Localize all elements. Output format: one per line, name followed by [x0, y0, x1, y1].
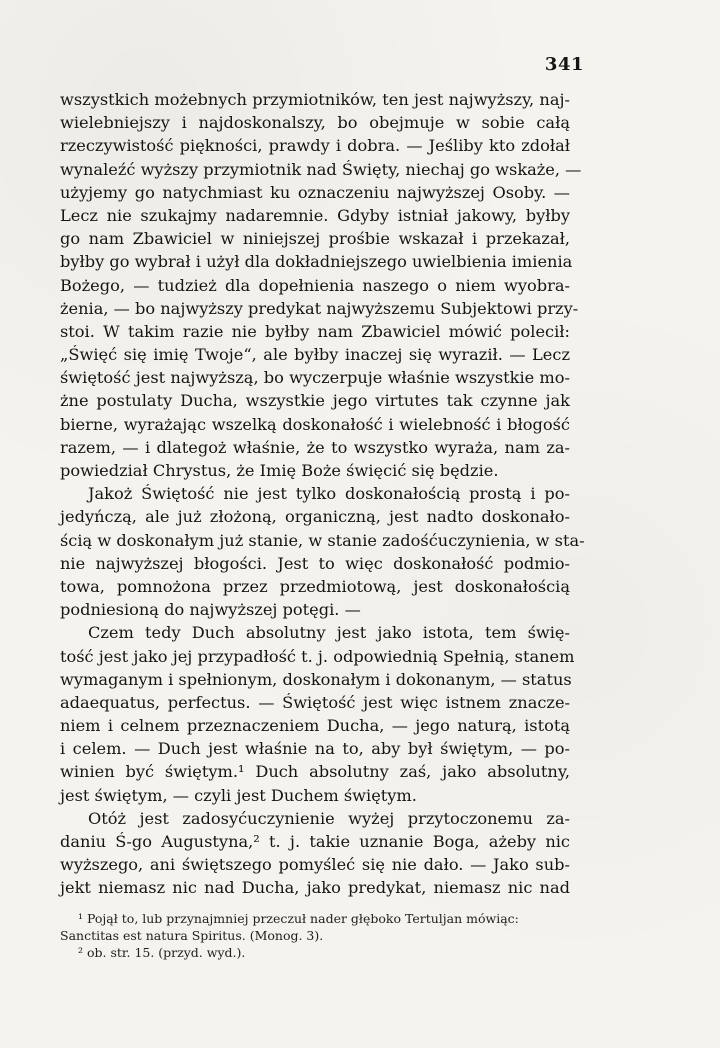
text-line: go nam Zbawiciel w niniejszej prośbie wskazał i przekazał,: [60, 229, 570, 249]
text-line: powiedział Chrystus, że Imię Boże święcić się będzie.: [60, 461, 499, 480]
text-line: wynaleźć wyższy przymiotnik nad Święty, niechaj go wskaże, —: [60, 159, 582, 179]
text-line: niem i celnem przeznaczeniem Ducha, — jego naturą, istotą: [60, 716, 570, 736]
text-line: Czem tedy Duch absolutny jest jako istota, tem świę-: [88, 623, 570, 643]
text-line: Jakoż Świętość nie jest tylko doskonałością prostą i po-: [88, 484, 570, 504]
text-line: tość jest jako jej przypadłość t. j. odpowiednią Spełnią, stanem: [60, 646, 575, 666]
text-line: byłby go wybrał i użył dla dokładniejszego uwielbienia imienia: [60, 252, 573, 272]
text-line: użyjemy go natychmiast ku oznaczeniu najwyższej Osoby. —: [60, 182, 570, 202]
footnote-line: ² ob. str. 15. (przyd. wyd.).: [78, 945, 246, 960]
text-line: winien być świętym.¹ Duch absolutny zaś, jako absolutny,: [60, 762, 570, 782]
text-line: „Święć się imię Twoje“, ale byłby inaczej się wyraził. — Lecz: [60, 345, 570, 365]
text-line: rzeczywistość piękności, prawdy i dobra. — Jeśliby kto zdołał: [60, 136, 570, 156]
text-line: bierne, wyrażając wszelką doskonałość i wielebność i błogość: [60, 414, 570, 434]
text-line: towa, pomnożona przez przedmiotową, jest doskonałością: [60, 576, 570, 596]
text-line: podniesioną do najwyższej potęgi. —: [60, 600, 361, 620]
text-line: świętość jest najwyższą, bo wyczerpuje właśnie wszystkie mo-: [60, 368, 570, 388]
text-line: wyższego, ani świętszego pomyśleć się nie dało. — Jako sub-: [60, 855, 570, 875]
text-line: jekt niemasz nic nad Ducha, jako predykat, niemasz nic nad: [60, 878, 570, 898]
text-line: razem, — i dlategoż właśnie, że to wszystko wyraża, nam za-: [60, 437, 570, 457]
text-line: stoi. W takim razie nie byłby nam Zbawiciel mówić polecił:: [60, 321, 570, 341]
text-line: Otóż jest zadosyćuczynienie wyżej przytoczonemu za-: [88, 808, 570, 828]
text-line: jedyńczą, ale już złożoną, organiczną, jest nadto doskonało-: [60, 507, 570, 527]
text-line: adaequatus, perfectus. — Świętość jest więc istnem znacze-: [60, 692, 570, 712]
text-line: jest świętym, — czyli jest Duchem świętym.: [60, 785, 417, 805]
text-line: Lecz nie szukajmy nadaremnie. Gdyby istniał jakowy, byłby: [60, 205, 570, 225]
text-line: wymaganym i spełnionym, doskonałym i dokonanym, — status: [60, 669, 572, 689]
text-line: nie najwyższej błogości. Jest to więc doskonałość podmio-: [60, 553, 570, 573]
footnotes: [60, 910, 570, 961]
text-line: daniu Ś-go Augustyna,² t. j. takie uznanie Boga, ażeby nic: [60, 832, 570, 851]
text-line: ścią w doskonałym już stanie, w stanie zadośćuczynienia, w sta-: [60, 530, 585, 550]
footnote-line: ¹ Pojął to, lub przynajmniej przeczuł nader głęboko Tertuljan mówiąc:: [78, 911, 519, 926]
page-number: 341: [544, 54, 584, 75]
text-line: żenia, — bo najwyższy predykat najwyższemu Subjektowi przy-: [60, 298, 579, 318]
text-line: wszystkich możebnych przymiotników, ten jest najwyższy, naj-: [60, 90, 570, 109]
text-line: wielebniejszy i najdoskonalszy, bo obejmuje w sobie całą: [60, 113, 570, 133]
footnote-line: Sanctitas est natura Spiritus. (Monog. 3).: [60, 928, 324, 943]
text-line: i celem. — Duch jest właśnie na to, aby był świętym, — po-: [60, 739, 570, 759]
body-text: [60, 88, 585, 900]
text-line: Bożego, — tudzież dla dopełnienia naszego o niem wyobra-: [60, 275, 570, 295]
text-line: żne postulaty Ducha, wszystkie jego virtutes tak czynne jak: [60, 391, 570, 411]
